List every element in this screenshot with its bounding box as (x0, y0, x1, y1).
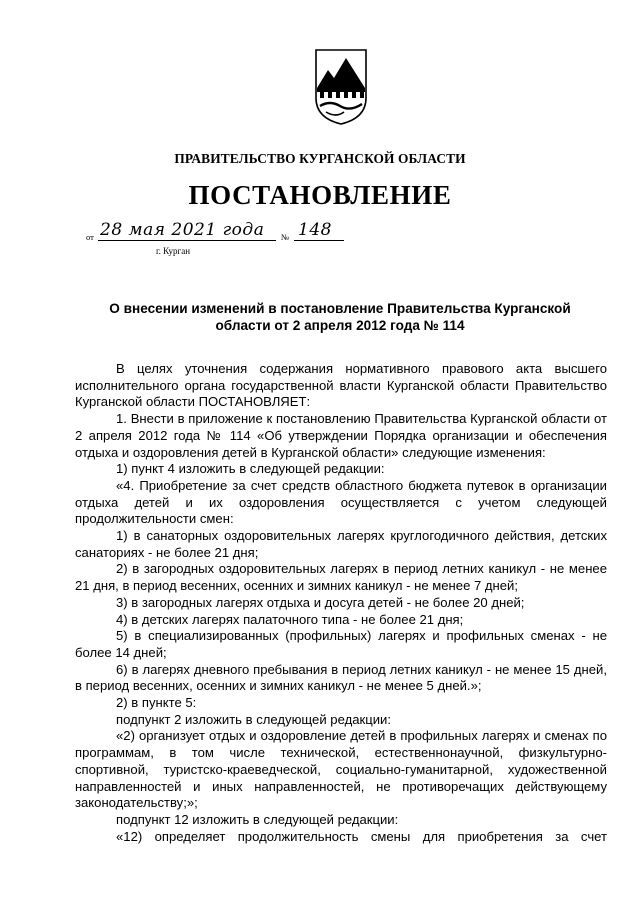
paragraph-list-2: 2) в загородных оздоровительных лагерях в период летних каникул - не менее 21 дня, в период весенних, осенних и зимних каникул - не менее 7 дней; (75, 561, 607, 594)
date-from-label: от (86, 232, 94, 242)
paragraph-subpoint-12-text: «12) определяет продолжительность смены для приобретения за счет (116, 828, 607, 844)
title-line-2: области от 2 апреля 2012 года № 114 (215, 318, 465, 333)
city-label: г. Курган (156, 246, 191, 256)
number-underline (294, 240, 344, 241)
handwritten-date: 28 мая 2021 года (100, 220, 265, 240)
paragraph-item-1: 1. Внести в приложение к постановлению Правительства Курганской области от 2 апреля 2012 года № 114 «Об утверждении Порядка организации и обеспечения отдыха и оздоровления детей в Курганской области» следующие изменения: (75, 411, 607, 460)
date-underline (98, 240, 276, 241)
paragraph-quote-point-4: «4. Приобретение за счет средств областного бюджета путевок в организации отдыха детей и их оздоровления осуществляется с учетом следующей продолжительности смен: (75, 477, 607, 527)
paragraph-subpoint-2-intro: подпункт 2 изложить в следующей редакции: (116, 711, 391, 727)
paragraph-list-5: 5) в специализированных (профильных) лагерях и профильных сменах - не более 14 дней; (75, 628, 607, 660)
paragraph-list-4: 4) в детских лагерях палаточного типа - не более 21 дня; (116, 611, 464, 627)
date-number-block (86, 222, 366, 268)
number-label: № (281, 232, 290, 242)
government-name: ПРАВИТЕЛЬСТВО КУРГАНСКОЙ ОБЛАСТИ (174, 151, 466, 166)
paragraph-subpoint-12-intro: подпункт 12 изложить в следующей редакции: (116, 811, 399, 827)
paragraph-subitem-1: 1) пункт 4 изложить в следующей редакции: (116, 461, 385, 477)
paragraph-subpoint-2-text: «2) организует отдых и оздоровление детей в профильных лагерях и сменах по программам, в том числе технической, естественнонаучной, физкультурно-спортивной, туристско-краеведческой, социально-гуманитарной, художественной направленностей и иных направленностей, не противоречащих действующему законодательству;»; (75, 728, 607, 811)
coat-of-arms-emblem (314, 48, 368, 126)
document-title (90, 300, 590, 334)
paragraph-subitem-2: 2) в пункте 5: (116, 695, 197, 711)
document-type-heading: ПОСТАНОВЛЕНИЕ (188, 180, 452, 210)
paragraph-list-6: 6) в лагерях дневного пребывания в период летних каникул - не менее 15 дней, в период весенних, осенних и зимних каникул - не менее 5 дней.»; (75, 661, 607, 694)
document-body (75, 361, 607, 845)
title-line-1: О внесении изменений в постановление Правительства Курганской (109, 301, 571, 316)
paragraph-list-1: 1) в санаторных оздоровительных лагерях круглогодичного действия, детских санаториях - не более 21 дня; (75, 528, 607, 560)
paragraph-preamble: В целях уточнения содержания нормативного правового акта высшего исполнительного органа государственной власти Курганской области Правительство Курганской области ПОСТАНОВЛЯЕТ: (75, 361, 607, 410)
handwritten-number: 148 (298, 220, 332, 240)
paragraph-list-3: 3) в загородных лагерях отдыха и досуга детей - не более 20 дней; (116, 594, 525, 610)
